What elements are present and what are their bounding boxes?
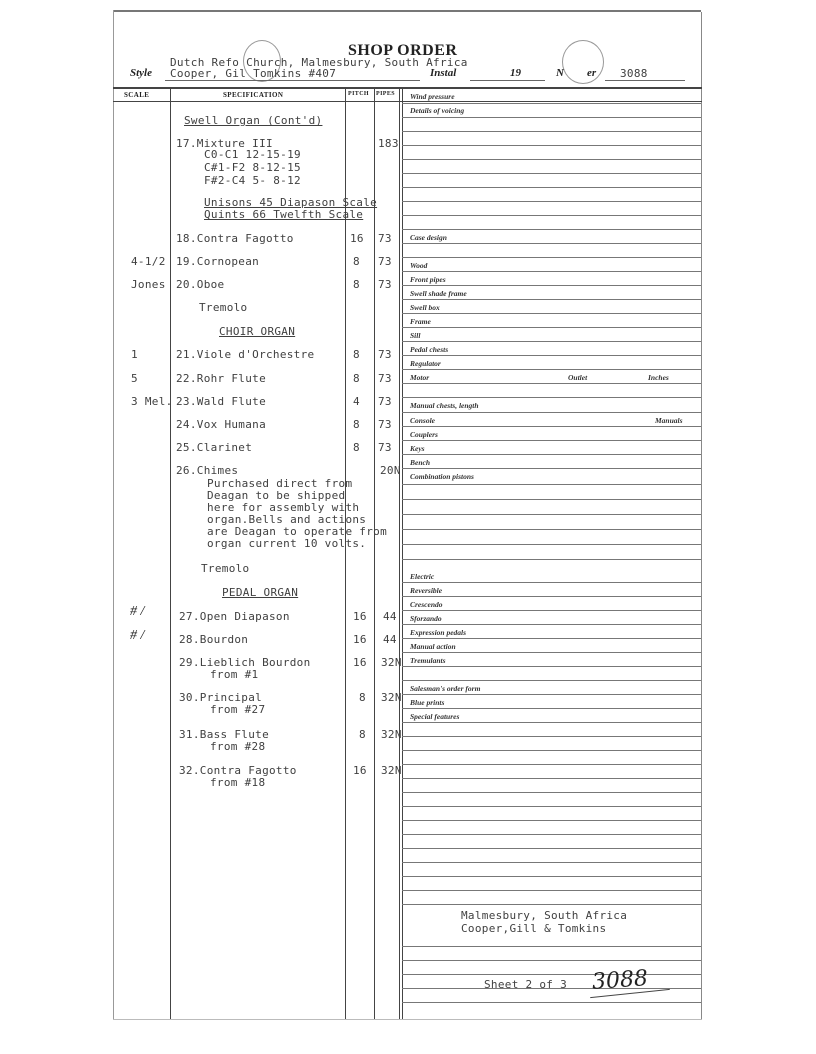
- pipes-value: 73: [378, 255, 392, 268]
- builder-line: Cooper, Gil Tomkins #407: [170, 67, 337, 80]
- pitch-value: 16: [350, 232, 364, 245]
- pitch-value: 8: [353, 278, 360, 291]
- spec-line: 19.Cornopean: [176, 255, 260, 268]
- header-rule-top: [113, 87, 702, 89]
- number-underline: [605, 80, 685, 81]
- scale-value: # /: [130, 628, 145, 643]
- pitch-value: 8: [353, 441, 360, 454]
- label-regulator: Regulator: [410, 359, 441, 368]
- label-details-of-voicing: Details of voicing: [410, 106, 465, 115]
- pitch-value: 8: [353, 348, 360, 361]
- pitch-value: 8: [359, 691, 366, 704]
- spec-line: 23.Wald Flute: [176, 395, 266, 408]
- footer-location: Malmesbury, South Africa: [461, 909, 628, 922]
- section-heading: CHOIR ORGAN: [219, 325, 296, 338]
- punch-hole-right: [562, 40, 604, 84]
- label-sforzando: Sforzando: [410, 614, 442, 623]
- label-outlet: Outlet: [568, 373, 588, 382]
- style-underline: [165, 80, 420, 81]
- label-reversible: Reversible: [410, 586, 443, 595]
- scale-value: 5: [131, 372, 138, 385]
- label-couplers: Couplers: [410, 430, 438, 439]
- number-suffix: er: [587, 67, 597, 79]
- church-line: Dutch Refo Church, Malmesbury, South Africa: [170, 56, 468, 69]
- spec-line: C#1-F2 8-12-15: [204, 161, 301, 174]
- col-header-pipes: PIPES: [376, 91, 396, 97]
- spec-line: 21.Viole d'Orchestre: [176, 348, 315, 361]
- label-combination-pistons: Combination pistons: [410, 472, 474, 481]
- scale-value: 1: [131, 348, 138, 361]
- col-header-specification: SPECIFICATION: [223, 91, 284, 99]
- pitch-value: 8: [353, 418, 360, 431]
- scale-value: 4-1/2: [131, 255, 166, 268]
- col-rule-pitch: [345, 87, 346, 1020]
- pipes-value: 32N: [381, 728, 402, 741]
- handwritten-order-number: 3088: [591, 966, 649, 995]
- number-prefix: N: [556, 67, 564, 79]
- label-special-features: Special features: [410, 712, 460, 721]
- section-heading: PEDAL ORGAN: [222, 586, 299, 599]
- pipes-value: 32N: [381, 764, 402, 777]
- spec-line: here for assembly with: [207, 501, 360, 514]
- style-label: Style: [130, 67, 152, 79]
- col-rule-pipes: [374, 87, 375, 1020]
- spec-line: 22.Rohr Flute: [176, 372, 266, 385]
- spec-line: 24.Vox Humana: [176, 418, 266, 431]
- spec-line: Swell Organ (Cont'd): [184, 114, 323, 127]
- scale-value: 3 Mel.: [131, 395, 173, 408]
- instal-underline: [470, 80, 545, 81]
- spec-line: C0-C1 12-15-19: [204, 148, 301, 161]
- pitch-value: 8: [353, 372, 360, 385]
- right-border: [701, 12, 702, 1020]
- pipes-value: 73: [378, 418, 392, 431]
- spec-line: from #18: [210, 776, 266, 789]
- pipes-value: 73: [378, 232, 392, 245]
- label-manual-action: Manual action: [410, 642, 456, 651]
- pipes-value: 20N: [380, 464, 401, 477]
- pipes-value: 32N: [381, 656, 402, 669]
- label-wood: Wood: [410, 261, 428, 270]
- col-header-pitch: PITCH: [348, 91, 370, 97]
- spec-line: organ.Bells and actions: [207, 513, 367, 526]
- spec-line: 18.Contra Fagotto: [176, 232, 294, 245]
- label-swell-box: Swell box: [410, 303, 440, 312]
- label-salesmans-order-form: Salesman's order form: [410, 684, 481, 693]
- label-front-pipes: Front pipes: [410, 275, 446, 284]
- label-blue-prints: Blue prints: [410, 698, 445, 707]
- label-keys: Keys: [410, 444, 425, 453]
- spec-line: 26.Chimes: [176, 464, 239, 477]
- top-border: [113, 10, 701, 12]
- pitch-value: 16: [353, 633, 367, 646]
- spec-line: 17.Mixture III: [176, 137, 273, 150]
- col-header-scale: SCALE: [124, 91, 150, 99]
- spec-line: 27.Open Diapason: [179, 610, 290, 623]
- spec-line: Tremolo: [201, 562, 250, 575]
- pipes-value: 44: [383, 610, 397, 623]
- order-number: 3088: [620, 67, 648, 80]
- label-inches: Inches: [648, 373, 669, 382]
- label-swell-shade-frame: Swell shade frame: [410, 289, 467, 298]
- bottom-border: [113, 1019, 702, 1020]
- pipes-value: 73: [378, 395, 392, 408]
- pipes-value: 183: [378, 137, 399, 150]
- pitch-value: 16: [353, 610, 367, 623]
- spec-line: 31.Bass Flute: [179, 728, 269, 741]
- label-pedal-chests: Pedal chests: [410, 345, 449, 354]
- col-rule-right-a: [399, 87, 400, 1020]
- spec-line: 30.Principal: [179, 691, 263, 704]
- pipes-value: 73: [378, 372, 392, 385]
- label-manuals: Manuals: [655, 416, 683, 425]
- header-rule-bottom: [113, 101, 702, 102]
- label-electric: Electric: [410, 572, 435, 581]
- spec-line: organ current 10 volts.: [207, 537, 367, 550]
- spec-line: 20.Oboe: [176, 278, 225, 291]
- pitch-value: 8: [353, 255, 360, 268]
- pipes-value: 73: [378, 348, 392, 361]
- spec-line: Quints 66 Twelfth Scale: [204, 208, 364, 221]
- col-rule-scale: [170, 87, 171, 1020]
- pipes-value: 73: [378, 441, 392, 454]
- instal-label: Instal: [430, 67, 457, 79]
- spec-line: 25.Clarinet: [176, 441, 253, 454]
- spec-line: Tremolo: [199, 301, 248, 314]
- spec-line: from #28: [210, 740, 266, 753]
- col-rule-right-b: [402, 87, 403, 1020]
- pipes-value: 44: [383, 633, 397, 646]
- pitch-value: 16: [353, 656, 367, 669]
- scale-value: Jones: [131, 278, 166, 291]
- spec-line: Deagan to be shipped: [207, 489, 346, 502]
- label-manual-chests-length: Manual chests, length: [410, 401, 479, 410]
- instal-year: 19: [510, 67, 521, 79]
- label-crescendo: Crescendo: [410, 600, 443, 609]
- label-motor: Motor: [410, 373, 430, 382]
- label-console: Console: [410, 416, 436, 425]
- pitch-value: 4: [353, 395, 360, 408]
- pitch-value: 16: [353, 764, 367, 777]
- scale-value: # /: [130, 604, 145, 619]
- page-title: SHOP ORDER: [348, 42, 458, 59]
- label-bench: Bench: [410, 458, 431, 467]
- label-tremulants: Tremulants: [410, 656, 446, 665]
- label-wind-pressure: Wind pressure: [410, 92, 455, 101]
- spec-line: 28.Bourdon: [179, 633, 249, 646]
- sheet-number: Sheet 2 of 3: [484, 978, 568, 991]
- spec-line: 29.Lieblich Bourdon: [179, 656, 311, 669]
- spec-line: from #1: [210, 668, 259, 681]
- footer-builder: Cooper,Gill & Tomkins: [461, 922, 607, 935]
- spec-line: F#2-C4 5- 8-12: [204, 174, 301, 187]
- spec-line: from #27: [210, 703, 266, 716]
- spec-line: Purchased direct from: [207, 477, 353, 490]
- label-sill: Sill: [410, 331, 421, 340]
- label-frame: Frame: [410, 317, 431, 326]
- pitch-value: 8: [359, 728, 366, 741]
- spec-line: are Deagan to operate from: [207, 525, 387, 538]
- spec-line: Unisons 45 Diapason Scale: [204, 196, 378, 209]
- pipes-value: 73: [378, 278, 392, 291]
- label-expression-pedals: Expression pedals: [410, 628, 467, 637]
- label-case-design: Case design: [410, 233, 447, 242]
- pipes-value: 32N: [381, 691, 402, 704]
- left-border: [113, 10, 114, 1020]
- spec-line: 32.Contra Fagotto: [179, 764, 297, 777]
